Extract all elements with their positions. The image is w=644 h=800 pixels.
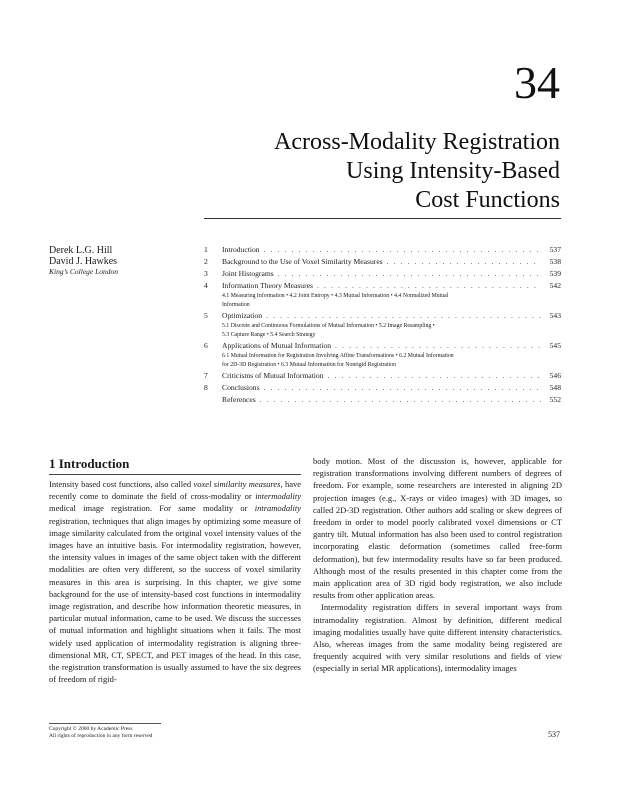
toc-number: 2 bbox=[204, 257, 208, 266]
toc-title: References bbox=[222, 395, 256, 404]
toc-entry bbox=[204, 268, 561, 280]
toc-row bbox=[204, 370, 561, 382]
toc-number: 4 bbox=[204, 281, 208, 290]
toc-subsections: for 2D-3D Registration • 6.3 Mutual Information for Nonrigid Registration bbox=[222, 362, 396, 368]
toc-leader-dots bbox=[266, 310, 541, 322]
section-heading: 1 Introduction bbox=[49, 456, 130, 471]
body-paragraph: Intermodality registration differs in several important ways from intramodality registration. Almost by definition, different medical imaging modalities usually have quite different intensity characteristics. Also, whereas images from the same modality being registered are frequently acquired with very similar resolutions and fields of view (especially in serial MR applications), intermodality images bbox=[313, 602, 562, 674]
body-paragraph bbox=[49, 478, 301, 685]
footer-divider bbox=[49, 723, 161, 724]
chapter-title-line: Using Intensity-Based bbox=[346, 158, 560, 184]
toc-entry bbox=[204, 280, 561, 310]
emphasis-text: intermodality bbox=[255, 491, 301, 502]
body-text: medical image registration. For same modality or bbox=[49, 503, 255, 514]
toc-number: 7 bbox=[204, 371, 208, 380]
table-of-contents bbox=[204, 244, 561, 406]
toc-row bbox=[204, 382, 561, 394]
author-name: David J. Hawkes bbox=[49, 256, 118, 267]
toc-row bbox=[204, 268, 561, 280]
toc-entry bbox=[204, 244, 561, 256]
toc-page-number: 552 bbox=[549, 395, 561, 404]
toc-page-number: 546 bbox=[549, 371, 561, 380]
toc-title: Introduction bbox=[222, 245, 260, 254]
toc-leader-dots bbox=[264, 244, 541, 256]
toc-subsections: 4.1 Measuring Information • 4.2 Joint Entropy • 4.3 Mutual Information • 4.4 Normalized Mutual bbox=[222, 293, 449, 299]
toc-entry bbox=[204, 256, 561, 268]
body-text: registration, techniques that align images by optimizing some measure of image similarity calculated from the original voxel intensity values of the images have an intuitive basis. For intermodality registration, however, the intensity values in images of the same object taken with the different modalities are often very different, so the success of voxel similarity measures in this area is surprising. In this chapter, we give some background for the use of intensity-based cost functions in intermodality image registration, and describe how information theoretic measures, in particular mutual information, came to be used. We discuss the successes of mutual information and highlight situations when it fails. The most widely used application of intermodality registration is aligning three-dimensional MR, CT, SPECT, and PET images of the head. In this case, the registration transformation is usually assumed to have the six degrees of freedom of rigid- bbox=[49, 515, 301, 685]
toc-leader-dots bbox=[335, 340, 541, 352]
section-heading-divider bbox=[49, 474, 301, 475]
toc-leader-dots bbox=[264, 382, 541, 394]
toc-number: 8 bbox=[204, 383, 208, 392]
toc-number: 6 bbox=[204, 341, 208, 350]
toc-page-number: 545 bbox=[549, 341, 561, 350]
toc-page-number: 537 bbox=[549, 245, 561, 254]
body-column-left bbox=[49, 478, 301, 685]
toc-page-number: 539 bbox=[549, 269, 561, 278]
emphasis-text: voxel similarity measures bbox=[193, 479, 281, 489]
author-affiliation: King’s College London bbox=[49, 267, 119, 276]
body-paragraph: body motion. Most of the discussion is, however, applicable for registration transformations involving different numbers of degrees of freedom. For example, some researchers are interested in aligning 2D projection images (e.g., X-rays or video images) with 3D images, so called 2D-3D registration. Other authors add scaling or skew degrees of freedom in order to model poorly calibrated voxel dimensions or CT gantry tilt. Mutual information has also been used to control registration incorporating elastic deformation (sometimes called free-form deformation), but few intermodality results have so far been produced. Although most of the results presented in this chapter come from the main application area of 3D rigid body registration, we also include results from other application areas. bbox=[313, 456, 562, 601]
toc-leader-dots bbox=[327, 370, 541, 382]
toc-leader-dots bbox=[387, 256, 541, 268]
toc-entry bbox=[204, 382, 561, 394]
toc-page-number: 538 bbox=[549, 257, 561, 266]
toc-leader-dots bbox=[278, 268, 541, 280]
toc-subsections: Information bbox=[222, 302, 250, 308]
toc-row bbox=[204, 256, 561, 268]
body-text: Intensity based cost functions, also called bbox=[49, 479, 194, 489]
toc-page-number: 548 bbox=[549, 383, 561, 392]
toc-page-number: 542 bbox=[549, 281, 561, 290]
toc-entry bbox=[204, 370, 561, 382]
chapter-title-line: Cost Functions bbox=[415, 187, 560, 213]
toc-leader-dots bbox=[317, 280, 541, 292]
body-column-right bbox=[313, 455, 562, 675]
copyright-notice bbox=[49, 726, 152, 740]
toc-number: 5 bbox=[204, 311, 208, 320]
toc-entry bbox=[204, 310, 561, 340]
toc-row bbox=[204, 244, 561, 256]
page-number: 537 bbox=[548, 730, 560, 739]
chapter-title-line: Across-Modality Registration bbox=[274, 129, 560, 155]
toc-row bbox=[204, 340, 561, 352]
toc-title: Background to the Use of Voxel Similarity Measures bbox=[222, 257, 383, 266]
title-divider bbox=[204, 218, 561, 219]
toc-row bbox=[204, 310, 561, 322]
toc-page-number: 543 bbox=[549, 311, 561, 320]
chapter-number: 34 bbox=[514, 57, 560, 108]
toc-entry bbox=[204, 340, 561, 370]
chapter-title bbox=[160, 128, 560, 215]
toc-title: Criticisms of Mutual Information bbox=[222, 371, 324, 380]
toc-entry bbox=[204, 394, 561, 406]
toc-row bbox=[204, 280, 561, 292]
toc-title: Information Theory Measures bbox=[222, 281, 313, 290]
copyright-line: Copyright © 2000 by Academic Press bbox=[49, 726, 133, 732]
toc-number: 3 bbox=[204, 269, 208, 278]
toc-subsections: 5.1 Discrete and Continuous Formulations of Mutual Information • 5.2 Image Resampling • bbox=[222, 323, 435, 329]
toc-row bbox=[204, 394, 561, 406]
body-text: , have recently come to dominate the field of cross-modality or bbox=[49, 479, 301, 502]
toc-title: Applications of Mutual Information bbox=[222, 341, 332, 350]
emphasis-text: intramodality bbox=[254, 503, 301, 514]
toc-title: Optimization bbox=[222, 311, 263, 320]
author-name: Derek L.G. Hill bbox=[49, 245, 113, 256]
toc-leader-dots bbox=[260, 394, 541, 406]
toc-subsections: 5.3 Capture Range • 5.4 Search Strategy bbox=[222, 332, 316, 338]
toc-subsections: 6.1 Mutual Information for Registration Involving Affine Transformations • 6.2 Mutual Information bbox=[222, 353, 454, 359]
toc-title: Conclusions bbox=[222, 383, 260, 392]
copyright-line: All rights of reproduction in any form reserved bbox=[49, 733, 153, 739]
toc-title: Joint Histograms bbox=[222, 269, 274, 278]
author-block bbox=[49, 245, 199, 277]
toc-number: 1 bbox=[204, 245, 208, 254]
